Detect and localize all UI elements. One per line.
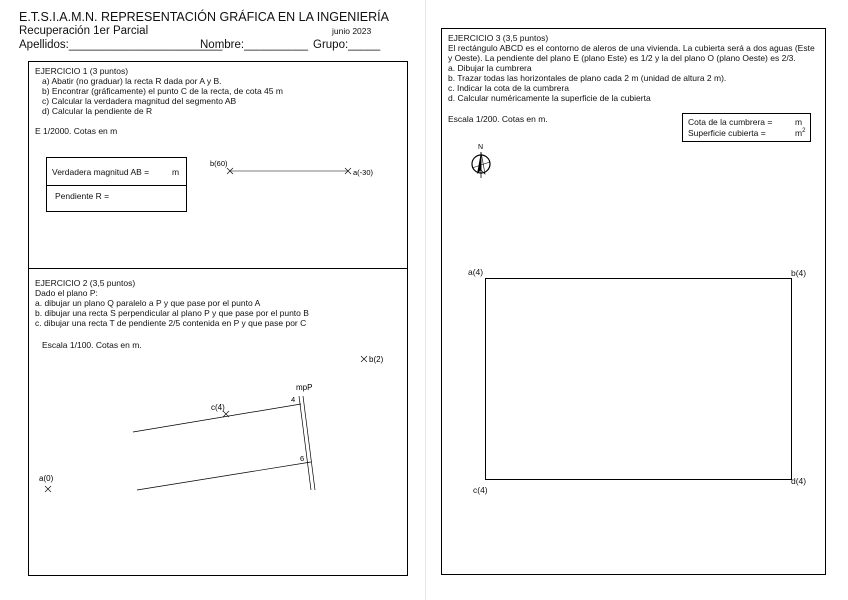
sup-label: Superficie cubierta = (688, 128, 766, 138)
pendiente-row[interactable] (47, 185, 186, 211)
label-c4-rect: c(4) (473, 485, 488, 495)
north-arrow-icon (466, 140, 496, 182)
ej1-item-d: d) Calcular la pendiente de R (42, 106, 153, 116)
ej3-item-b: b. Trazar todas las horizontales de plano cada 2 m (unidad de altura 2 m). (448, 73, 727, 83)
north-label: N (478, 144, 484, 151)
ej1-item-a: a) Abatir (no graduar) la recta R dada por A y B. (42, 76, 222, 86)
ej2-drawing (30, 350, 400, 510)
ej2-item-a: a. dibujar un plano Q paralelo a P y que pase por el punto A (35, 298, 261, 308)
pendiente-label: Pendiente R = (55, 191, 110, 201)
ej2-intro: Dado el plano P: (35, 288, 98, 298)
ej2-scale: Escala 1/100. Cotas en m. (42, 340, 142, 350)
ej3-answer-box[interactable] (682, 113, 811, 142)
ej1-title: EJERCICIO 1 (3 puntos) (35, 66, 129, 76)
label-mpp: mpP (296, 383, 313, 392)
ej3-item-a: a. Dibujar la cumbrera (448, 63, 532, 73)
label-c4: c(4) (211, 403, 225, 412)
ej3-scale: Escala 1/200. Cotas en m. (448, 114, 548, 124)
label-h4: 4 (291, 395, 296, 404)
ej1-answer-table (46, 157, 187, 212)
label-a0: a(0) (39, 474, 54, 483)
ej1-drawing (200, 155, 400, 190)
ej3-para2: y Oeste). La pendiente del plano E (plano Este) es 1/2 y la del plano O (plano Oeste) es 2/3. (448, 53, 796, 63)
ej3-para1: El rectángulo ABCD es el contorno de aleros de una vivienda. La cubierta será a dos aguas (Este (448, 43, 815, 53)
ej3-title: EJERCICIO 3 (3,5 puntos) (448, 33, 549, 43)
header-subtitle: Recuperación 1er Parcial (19, 25, 149, 37)
label-b2: b(2) (369, 355, 384, 364)
cota-label: Cota de la cumbrera = (688, 117, 773, 127)
apellidos-field[interactable]: Apellidos:________________________ (19, 39, 223, 51)
label-a-30: a(-30) (353, 168, 374, 177)
sup-unit: $m^2$ (795, 128, 806, 138)
label-a4: a(4) (468, 267, 484, 277)
header-title: E.T.S.I.A.M.N. REPRESENTACIÓN GRÁFICA EN LA INGENIERÍA (19, 10, 389, 24)
grupo-field[interactable]: Grupo:_____ (313, 39, 381, 51)
ej2-item-b: b. dibujar una recta S perpendicular al plano P y que pase por el punto B (35, 308, 309, 318)
page-divider (425, 0, 426, 600)
ej2-title: EJERCICIO 2 (3,5 puntos) (35, 278, 136, 288)
label-b4: b(4) (791, 268, 807, 278)
label-b60: b(60) (210, 159, 228, 168)
ej2-item-c: c. dibujar una recta T de pendiente 2/5 contenida en P y que pase por C (35, 318, 307, 328)
ej1-item-c: c) Calcular la verdadera magnitud del segmento AB (42, 96, 237, 106)
label-h6: 6 (300, 454, 305, 463)
point-a0-marker (45, 486, 51, 492)
ej1-scale: E 1/2000. Cotas en m (35, 126, 118, 136)
header-date: junio 2023 (332, 26, 372, 36)
horizontal-6 (137, 462, 311, 490)
label-d4: d(4) (791, 476, 807, 486)
ej1-item-b: b) Encontrar (gráficamente) el punto C de la recta, de cota 45 m (42, 86, 283, 96)
point-b2-marker (361, 356, 367, 362)
cota-unit: m (795, 117, 803, 127)
nombre-field[interactable]: Nombre:__________ (200, 39, 309, 51)
ej3-item-d: d. Calcular numéricamente la superficie de la cubierta (448, 93, 651, 103)
ej3-item-c: c. Indicar la cota de la cumbrera (448, 83, 569, 93)
rectangle-abcd (485, 278, 792, 480)
vm-row[interactable] (47, 158, 186, 186)
vm-unit: m (172, 167, 180, 177)
vm-label: Verdadera magnitud AB = (52, 167, 150, 177)
